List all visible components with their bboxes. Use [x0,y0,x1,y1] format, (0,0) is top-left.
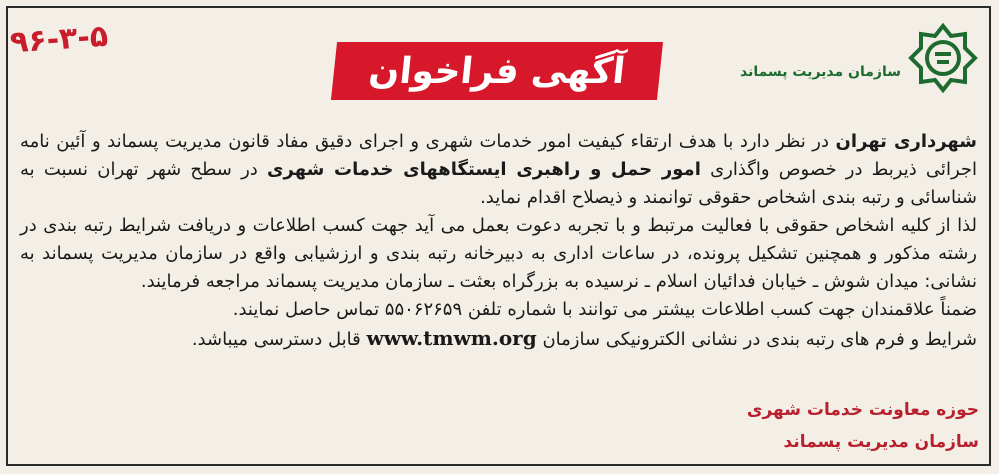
paragraph-website: شرایط و فرم های رتبه بندی در نشانی الکترونیکی سازمان www.tmwm.org قابل دسترسی میباشد. [191,326,977,350]
notice-title-banner [331,42,663,100]
org-name: سازمان مدیریت پسماند [740,64,901,80]
paragraph-contact: ضمناً علاقمندان جهت کسب اطلاعات بیشتر می توانند با شماره تلفن ۵۵۰۶۲۶۵۹ تماس حاصل نمایند. [232,299,977,320]
website-link[interactable]: www.tmwm.org [366,326,537,350]
municipality-name: شهرداری تهران [835,131,978,152]
signature-line-1: حوزه معاونت خدمات شهری [746,400,979,420]
notice-title: آگهی فراخوان [366,50,628,92]
notice-body [20,128,977,354]
handwritten-date: ۹۶-۳-۵ [8,18,110,61]
paragraph-intro: شهرداری تهران در نظر دارد با هدف ارتقاء کیفیت امور خدمات شهری و اجرای دقیق مفاد قانون مدیریت پسماند و آئین نامه اجرائی ذیربط در خصوص واگذاری امور حمل و راهبری ایستگاههای خدمات شهری در سطح شهر تهران نسبت به شناسائی و رتبه بندی اشخاص حقوقی توانمند و ذیصلاح اقدام نماید. [20,131,978,208]
tehran-municipality-logo-icon [907,22,979,94]
service-scope: امور حمل و راهبری ایستگاههای خدمات شهری [267,159,701,180]
signature-line-2: سازمان مدیریت پسماند [783,432,979,452]
paragraph-invitation: لذا از کلیه اشخاص حقوقی با فعالیت مرتبط و با تجربه دعوت بعمل می آید جهت کسب اطلاعات و دریافت شرایط رتبه بندی در رشته مذکور و همچنین تشکیل پرونده، در ساعات اداری به دبیرخانه رتبه بندی و ارزشیابی واقع در سازمان مدیریت پسماند به نشانی: میدان شوش ـ خیابان فدائیان اسلام ـ نرسیده به بزرگراه بعثت ـ سازمان مدیریت پسماند مراجعه فرمایند. [20,215,977,292]
